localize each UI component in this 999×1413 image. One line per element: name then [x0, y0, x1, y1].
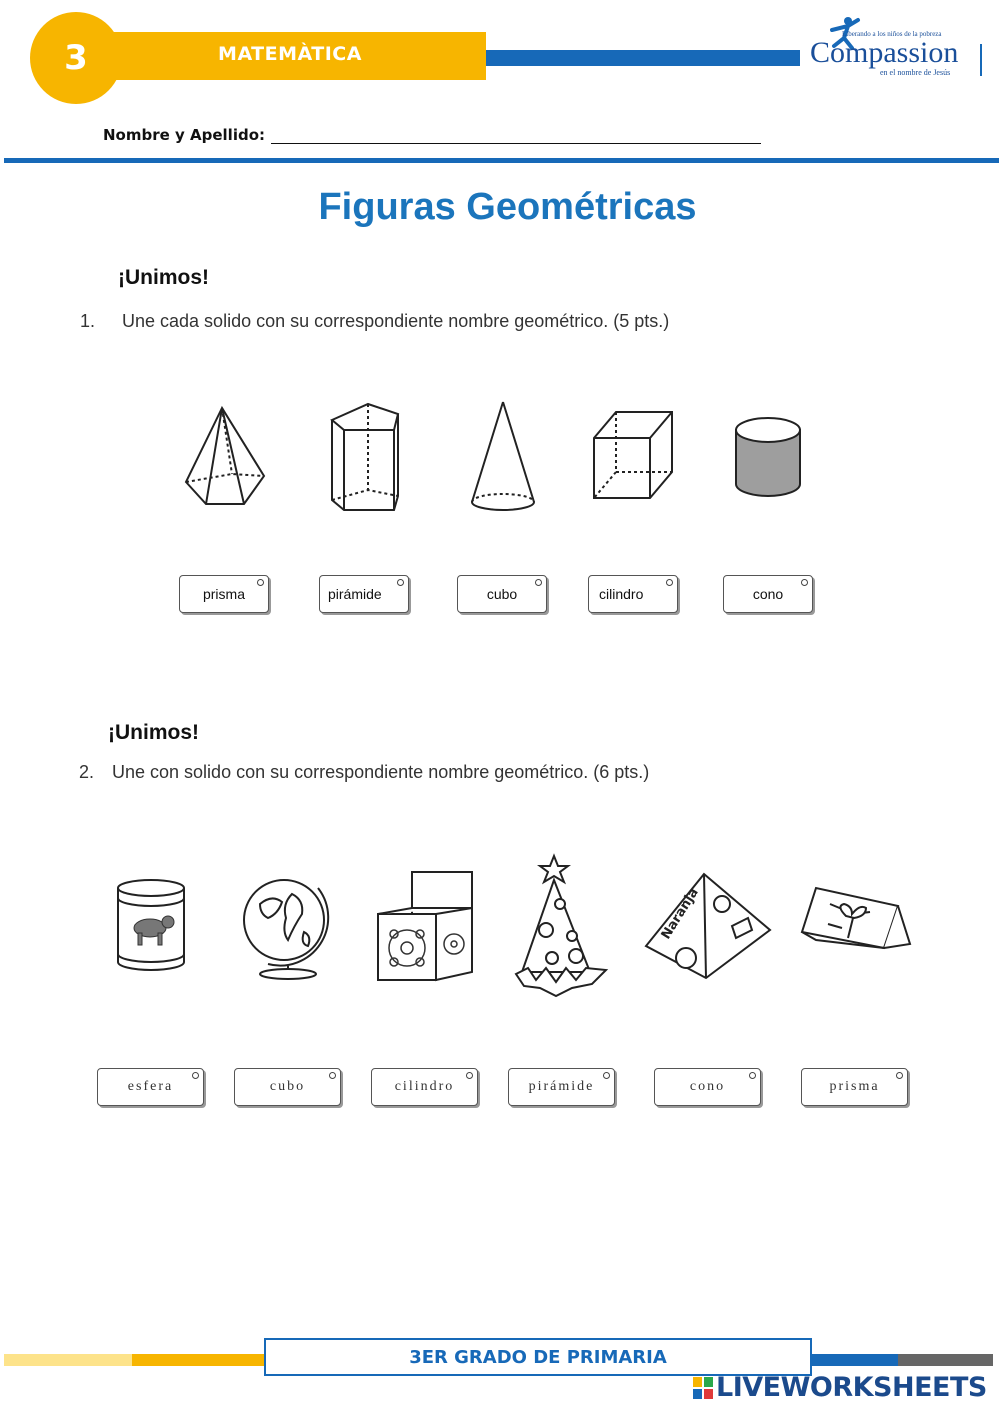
logo-divider — [980, 44, 982, 76]
grade-badge: 3 — [30, 12, 122, 104]
label-text: prisma — [829, 1079, 880, 1094]
section2-number: 2. — [79, 762, 95, 782]
name-label: Nombre y Apellido: — [103, 126, 266, 144]
footer-bar-light-yellow — [4, 1354, 132, 1366]
hole-icon — [666, 579, 673, 586]
footer-grade-box: 3ER GRADO DE PRIMARIA — [264, 1338, 812, 1376]
label-text: cilindro — [599, 586, 644, 602]
label1-cilindro[interactable] — [588, 575, 678, 613]
name-input-line[interactable] — [271, 143, 761, 144]
section1-instruction: Une cada solido con su correspondiente nombre geométrico. (5 pts.) — [122, 311, 670, 331]
label2-cubo[interactable] — [234, 1068, 341, 1106]
pentagonal-prism-icon[interactable] — [332, 404, 398, 510]
compassion-logo: Compassion — [810, 36, 959, 69]
hole-icon — [329, 1072, 336, 1079]
hole-icon — [192, 1072, 199, 1079]
orange-pyramid-box-icon[interactable] — [642, 870, 774, 982]
label-text: cono — [689, 1079, 726, 1094]
hole-icon — [466, 1072, 473, 1079]
globe-icon[interactable] — [238, 874, 336, 980]
liveworksheets-brand: LIVEWORKSHEETS — [716, 1372, 987, 1403]
label-text: pirámide — [528, 1079, 595, 1094]
section2-heading: ¡Unimos! — [108, 721, 199, 744]
section1-heading: ¡Unimos! — [118, 266, 209, 289]
section2-instruction: Une con solido con su correspondiente nombre geométrico. (6 pts.) — [112, 762, 650, 782]
label-text: cubo — [486, 586, 518, 602]
hole-icon — [896, 1072, 903, 1079]
label1-piramide[interactable] — [319, 575, 409, 613]
section1-number: 1. — [80, 311, 96, 331]
logo-tagline-top: Liberando a los niños de la pobreza — [842, 30, 942, 38]
label1-cubo[interactable] — [457, 575, 547, 613]
label2-cilindro[interactable] — [371, 1068, 478, 1106]
cone-icon[interactable] — [468, 398, 538, 514]
label-text: pirámide — [328, 586, 382, 602]
liveworksheets-logo-icon — [693, 1377, 713, 1399]
label-text: cubo — [269, 1079, 306, 1094]
label-text: cono — [752, 586, 784, 602]
footer-bar-blue — [812, 1354, 898, 1366]
logo-tagline-bottom: en el nombre de Jesús — [880, 68, 951, 77]
hole-icon — [749, 1072, 756, 1079]
orange-box-text: Naranja — [658, 885, 702, 943]
label-text: cilindro — [394, 1079, 455, 1094]
hole-icon — [397, 579, 404, 586]
pyramid-icon[interactable] — [182, 404, 268, 512]
label2-esfera[interactable] — [97, 1068, 204, 1106]
party-hat-icon[interactable] — [512, 852, 610, 1000]
hole-icon — [603, 1072, 610, 1079]
cylinder-icon[interactable] — [732, 414, 804, 500]
label1-cono[interactable] — [723, 575, 813, 613]
header-divider — [4, 158, 999, 163]
page-title: Figuras Geométricas — [318, 186, 697, 228]
footer-bar-gray — [898, 1354, 993, 1366]
footer-bar-yellow — [132, 1354, 264, 1366]
hole-icon — [801, 579, 808, 586]
milk-can-icon[interactable] — [114, 878, 188, 972]
hole-icon — [535, 579, 542, 586]
hole-icon — [257, 579, 264, 586]
label-text: prisma — [202, 586, 245, 602]
subject-title: MATEMÀTICA — [218, 43, 362, 65]
label2-cono[interactable] — [654, 1068, 761, 1106]
cube-icon[interactable] — [590, 408, 676, 502]
gift-prism-icon[interactable] — [798, 884, 914, 956]
label2-prisma[interactable] — [801, 1068, 908, 1106]
label-text: esfera — [127, 1079, 174, 1094]
box-icon[interactable] — [374, 868, 478, 984]
label1-prisma[interactable] — [179, 575, 269, 613]
label2-piramide[interactable] — [508, 1068, 615, 1106]
header-blue-bar — [486, 50, 800, 66]
